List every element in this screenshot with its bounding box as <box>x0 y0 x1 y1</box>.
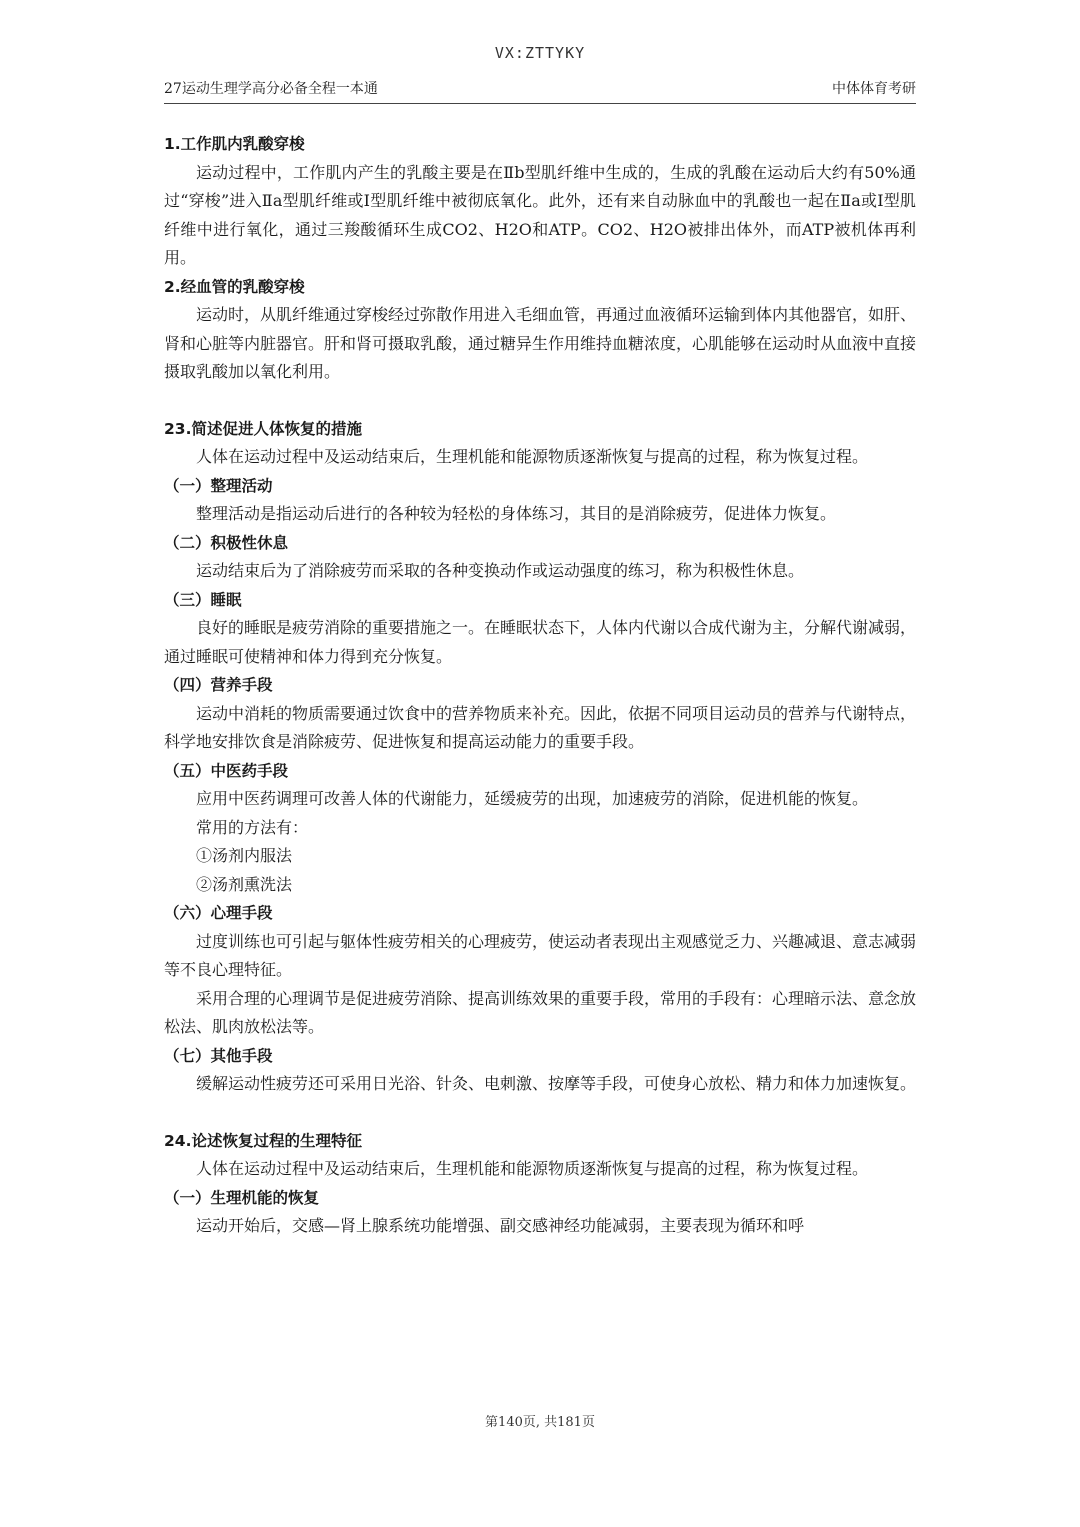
paragraph: 运动结束后为了消除疲劳而采取的各种变换动作或运动强度的练习，称为积极性休息。 <box>196 561 805 580</box>
paragraph: 良好的睡眠是疲劳消除的重要措施之一。在睡眠状态下，人体内代谢以合成代谢为主，分解代谢减弱，通过睡眠可使精神和体力得到充分恢复。 <box>164 618 917 666</box>
paragraph: 人体在运动过程中及运动结束后，生理机能和能源物质逐渐恢复与提高的过程，称为恢复过程。 <box>196 447 869 466</box>
paragraph: 整理活动是指运动后进行的各种较为轻松的身体练习，其目的是消除疲劳，促进体力恢复。 <box>196 504 837 523</box>
paragraph: 人体在运动过程中及运动结束后，生理机能和能源物质逐渐恢复与提高的过程，称为恢复过程。 <box>196 1159 869 1178</box>
subsection-heading: （三）睡眠 <box>164 590 242 609</box>
section-heading: 2.经血管的乳酸穿梭 <box>164 277 305 296</box>
header-book-title: 27运动生理学高分必备全程一本通 <box>164 81 378 97</box>
paragraph: 运动中消耗的物质需要通过饮食中的营养物质来补充。因此，依据不同项目运动员的营养与代谢特点，科学地安排饮食是消除疲劳、促进恢复和提高运动能力的重要手段。 <box>164 703 917 751</box>
watermark-text: VX:ZTTYKY <box>494 44 586 62</box>
list-item: ②汤剂熏洗法 <box>196 874 293 894</box>
subsection-heading: （一）生理机能的恢复 <box>164 1188 320 1207</box>
subsection-heading: （六）心理手段 <box>164 904 273 922</box>
paragraph: 过度训练也可引起与躯体性疲劳相关的心理疲劳，使运动者表现出主观感觉乏力、兴趣减退、意志减弱等不良心理特征。 <box>164 931 917 979</box>
subsection-heading: （一）整理活动 <box>164 476 273 495</box>
question-heading: 24.论述恢复过程的生理特征 <box>164 1131 362 1150</box>
question-heading: 23.简述促进人体恢复的措施 <box>164 419 362 438</box>
paragraph: 运动时，从肌纤维通过穿梭经过弥散作用进入毛细血管，再通过血液循环运输到体内其他器官，如肝、肾和心脏等内脏器官。肝和肾可摄取乳酸，通过糖异生作用维持血糖浓度，心肌能够在运动时从血液中直接摄取乳酸加以氧化利用。 <box>164 305 917 381</box>
list-item: ①汤剂内服法 <box>196 846 293 865</box>
subsection-heading: （五）中医药手段 <box>164 761 289 780</box>
list-intro: 常用的方法有： <box>196 817 309 837</box>
paragraph: 缓解运动性疲劳还可采用日光浴、针灸、电刺激、按摩等手段，可使身心放松、精力和体力加速恢复。 <box>196 1074 917 1093</box>
subsection-heading: （四）营养手段 <box>164 676 273 694</box>
paragraph: 应用中医药调理可改善人体的代谢能力，延缓疲劳的出现，加速疲劳的消除，促进机能的恢复。 <box>196 789 869 808</box>
section-heading: 1.工作肌内乳酸穿梭 <box>164 135 305 153</box>
page-number: 第140页, 共181页 <box>485 1415 595 1430</box>
subsection-heading: （七）其他手段 <box>164 1046 273 1065</box>
paragraph: 采用合理的心理调节是促进疲劳消除、提高训练效果的重要手段，常用的手段有：心理暗示法、意念放松法、肌肉放松法等。 <box>164 988 917 1036</box>
subsection-heading: （二）积极性休息 <box>164 533 289 552</box>
page-content <box>164 130 916 1241</box>
paragraph: 运动过程中，工作肌内产生的乳酸主要是在Ⅱb型肌纤维中生成的，生成的乳酸在运动后大约有50%通过“穿梭”进入Ⅱa型肌纤维或Ⅰ型肌纤维中被彻底氧化。此外，还有来自动脉血中的乳酸也一起在Ⅱa或Ⅰ型肌纤维中进行氧化，通过三羧酸循环生成CO2、H2O和ATP。CO2、H2O被排出体外，而ATP被机体再利用。 <box>164 162 916 267</box>
paragraph: 运动开始后，交感—肾上腺系统功能增强、副交感神经功能减弱，主要表现为循环和呼 <box>196 1216 805 1235</box>
header-publisher: 中体体育考研 <box>832 81 916 97</box>
page-header <box>164 78 916 104</box>
